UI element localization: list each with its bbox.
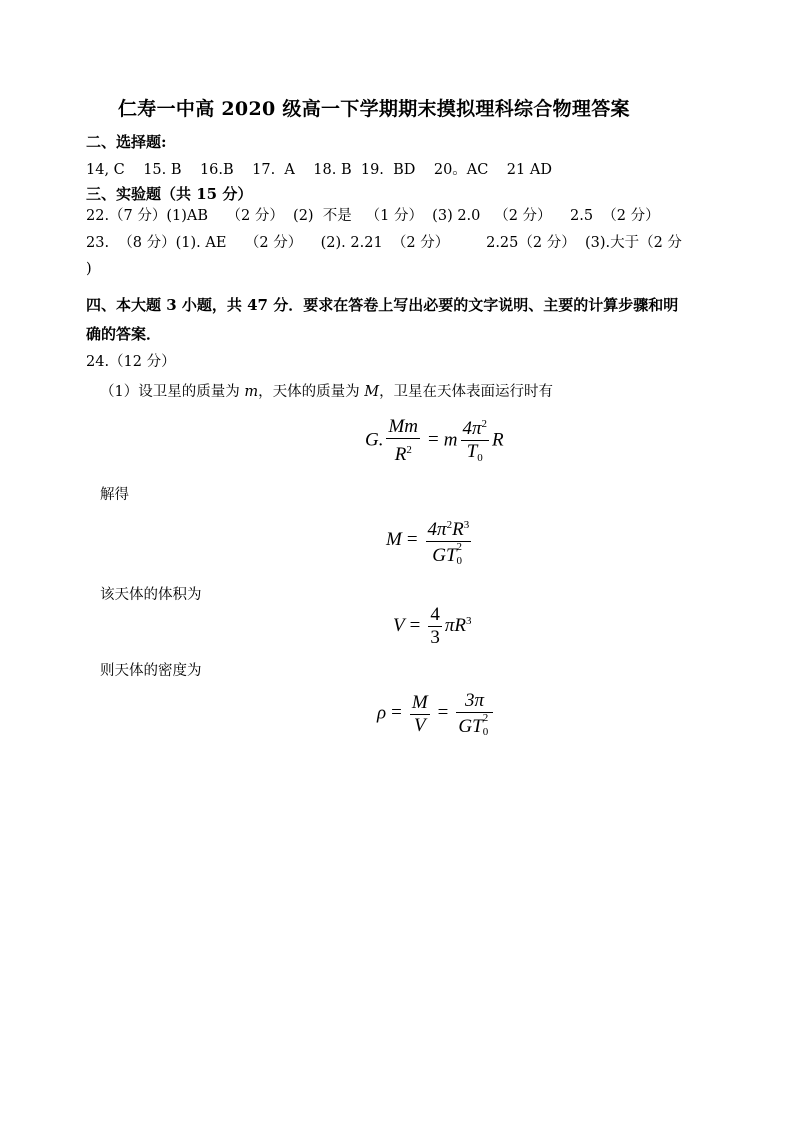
q24-intro-mid: ，天体的质量为: [258, 384, 365, 400]
solve-label: 解得: [100, 487, 129, 503]
q23-answer-line2: ): [86, 261, 92, 277]
eq4-lhs: ρ: [377, 702, 387, 724]
eq4-fraction-left: [410, 693, 430, 736]
eq3-num: 4: [430, 604, 440, 625]
q24-intro-prefix: （1）设卫星的质量为: [100, 384, 245, 400]
q24-intro-suffix: ，卫星在天体表面运行时有: [379, 384, 554, 400]
var-m: m: [244, 384, 259, 400]
section-3-heading: 三、实验题（共 15 分）: [86, 185, 253, 203]
equation-mass: [386, 515, 474, 566]
eq4-den2: GT 2 0: [458, 712, 489, 738]
section-2-heading: 二、选择题:: [86, 133, 167, 151]
eq1-fraction-right: [461, 414, 490, 468]
section-4-heading-line1: 四、本大题 3 小题，共 47 分．要求在答卷上写出必要的文字说明、主要的计算步骤和明: [86, 296, 679, 314]
var-M: M: [364, 384, 380, 400]
eq4-num2: 3π: [456, 691, 492, 713]
eq2-fraction: [426, 515, 472, 566]
eq4-num1: M: [411, 691, 428, 713]
eq3-pi: π: [444, 614, 455, 636]
equation-gravity: [365, 414, 504, 468]
eq3-lhs: V: [393, 614, 405, 636]
eq1-equals: =: [428, 429, 439, 451]
eq1-fraction-left: [386, 417, 420, 465]
page-title: 仁寿一中高 2020 级高一下学期期末摸拟理科综合物理答案: [118, 98, 630, 120]
choice-answers: 14, C 15. B 16.B 17. A 18. B 19. BD 20。AC 21 AD: [86, 162, 552, 178]
eq1-num1: Mm: [388, 416, 419, 437]
eq1-G: G.: [365, 429, 384, 451]
q24-label: 24.（12 分）: [86, 354, 176, 370]
q24-intro: [100, 380, 553, 401]
q22-answer: 22.（7 分）(1)AB （2 分） (2) 不是 （1 分） (3) 2.0 （2 分） 2.5 （2 分）: [86, 208, 660, 224]
volume-label: 该天体的体积为: [100, 587, 202, 603]
eq3-fraction: [428, 605, 442, 648]
eq1-m: m: [443, 429, 458, 451]
equation-density: [377, 691, 496, 737]
eq3-exp: 3: [465, 614, 472, 627]
eq4-equals2: =: [437, 702, 449, 724]
eq4-equals1: =: [391, 702, 402, 724]
eq3-den: 3: [430, 627, 440, 648]
eq2-lhs: M: [386, 528, 402, 550]
eq1-den2: $T_0$: [466, 441, 483, 464]
eq1-den1: $R^2$: [394, 444, 412, 465]
eq3-R: R: [454, 614, 466, 636]
equation-volume: [393, 605, 471, 648]
eq1-R: R: [492, 429, 504, 451]
eq2-num: $4\pi^2R^3$: [426, 515, 472, 542]
section-4-heading-line2: 确的答案．: [86, 325, 162, 343]
density-label: 则天体的密度为: [100, 663, 202, 679]
eq2-equals: =: [406, 528, 418, 550]
eq4-fraction-right: [456, 691, 492, 737]
q23-answer-line1: 23. （8 分）(1). AE （2 分） (2). 2.21 （2 分） 2.25（2 分） (3).大于（2 分: [86, 235, 682, 251]
eq4-den1: V: [413, 714, 426, 736]
eq3-equals: =: [409, 614, 421, 636]
eq2-den: GT 2 0: [432, 541, 463, 567]
eq1-num2: $4\pi^2$: [461, 414, 490, 441]
